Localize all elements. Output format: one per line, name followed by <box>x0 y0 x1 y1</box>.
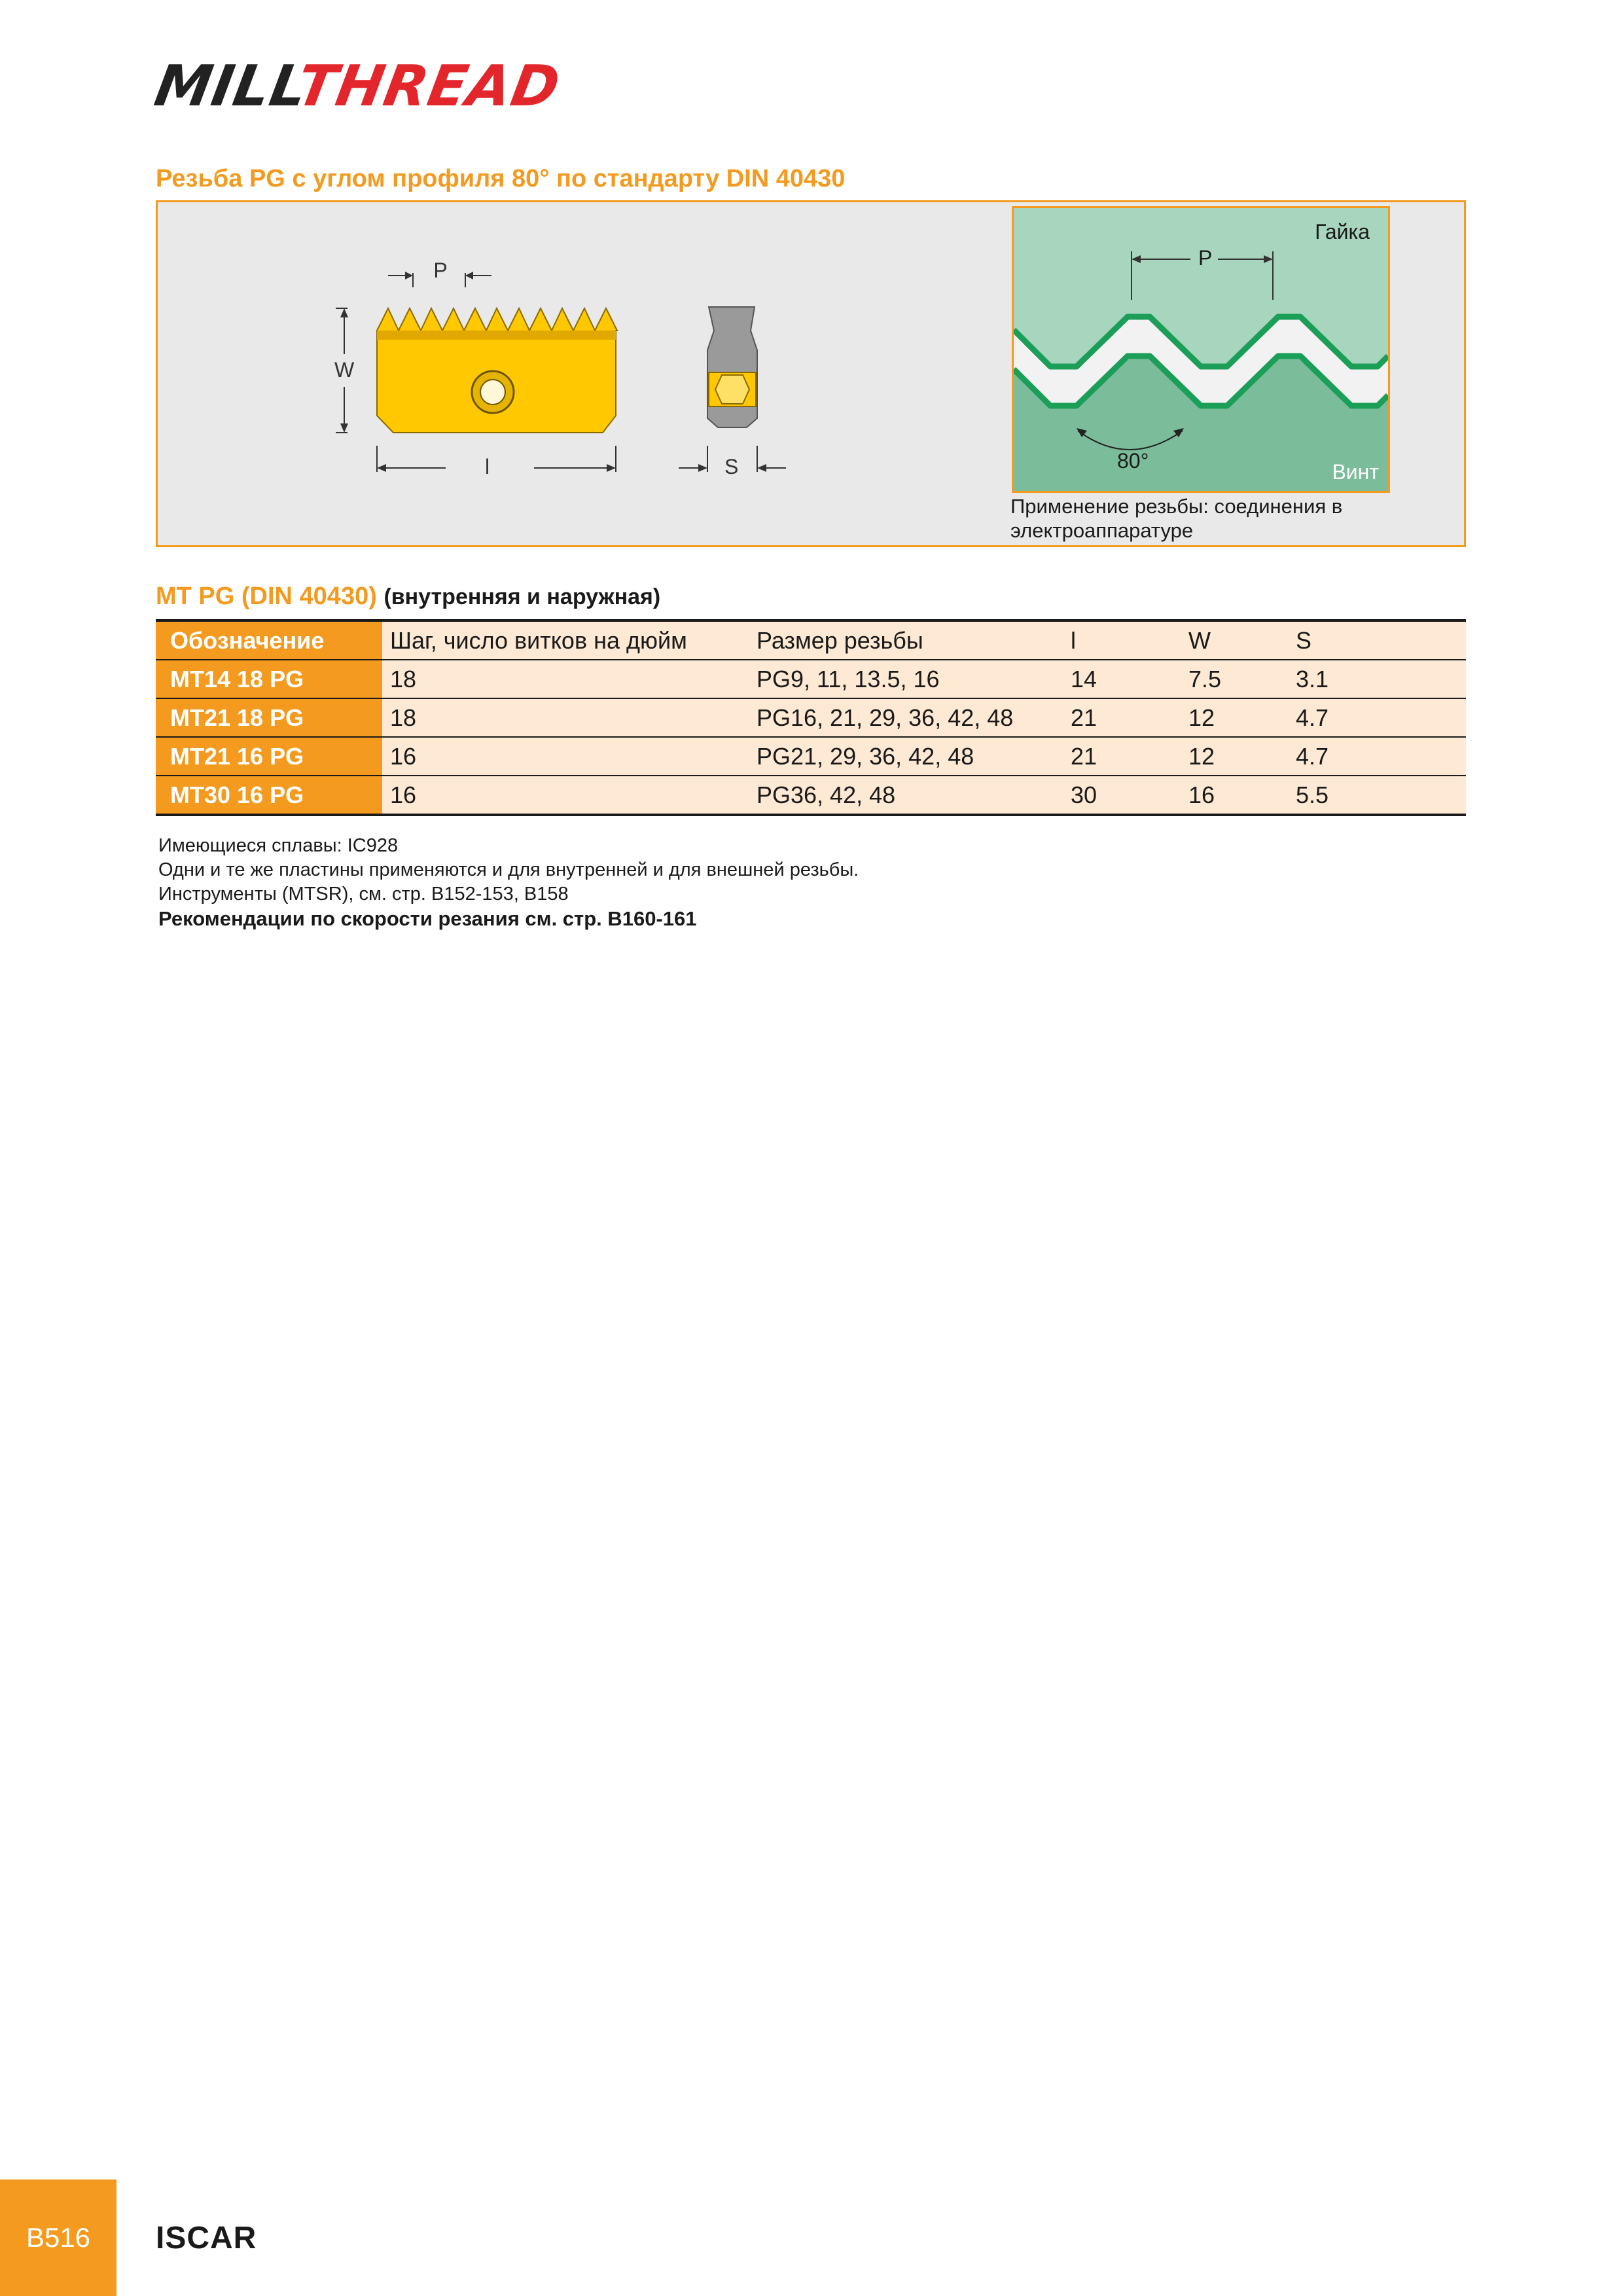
cell-thread-size: PG16, 21, 29, 36, 42, 48 <box>757 698 1071 737</box>
cell-l: 14 <box>1071 660 1188 698</box>
thread-application-text: Применение резьбы: соединения в электроаппаратуре <box>1010 495 1343 542</box>
cell-w: 12 <box>1188 698 1296 737</box>
screw-label: Винт <box>1332 460 1379 484</box>
cell-designation: MT21 18 PG <box>156 698 382 737</box>
header-l: l <box>1071 620 1188 660</box>
logo-part-mill: MILL <box>150 54 304 119</box>
cell-s: 5.5 <box>1296 776 1466 815</box>
footer-brand: ISCAR <box>156 2221 257 2255</box>
thread-profile-panel <box>1012 206 1390 493</box>
thread-angle-label: 80° <box>1117 449 1149 473</box>
page-number: B516 <box>26 2222 91 2253</box>
cell-w: 12 <box>1188 737 1296 776</box>
cell-pitch: 16 <box>382 776 757 815</box>
table-row <box>156 698 1466 737</box>
table-row <box>156 660 1466 698</box>
header-thread-size: Размер резьбы <box>757 620 1071 660</box>
cell-designation: MT21 16 PG <box>156 737 382 776</box>
logo-part-thread: THREAD <box>292 54 565 119</box>
cell-l: 30 <box>1071 776 1188 815</box>
section-title: Резьба PG с углом профиля 80° по стандарту DIN 40430 <box>156 165 846 192</box>
cell-pitch: 16 <box>382 737 757 776</box>
header-pitch: Шаг, число витков на дюйм <box>382 620 757 660</box>
cell-thread-size: PG21, 29, 36, 42, 48 <box>757 737 1071 776</box>
cell-l: 21 <box>1071 737 1188 776</box>
table-title-code: MT PG (DIN 40430) <box>156 583 377 610</box>
insert-spec-table <box>156 619 1466 816</box>
thread-pitch-label: P <box>1198 246 1213 270</box>
cell-s: 3.1 <box>1296 660 1466 698</box>
table-row <box>156 776 1466 815</box>
dim-label-p: P <box>433 259 448 282</box>
note-cutting-speed: Рекомендации по скорости резания см. стр. B160-161 <box>158 907 697 930</box>
header-designation: Обозначение <box>156 620 382 660</box>
note-usage: Одни и те же пластины применяются и для внутренней и для внешней резьбы. <box>158 859 859 880</box>
notes <box>158 834 859 931</box>
header-w: W <box>1188 620 1296 660</box>
cell-s: 4.7 <box>1296 737 1466 776</box>
page-number-tab <box>0 2179 116 2296</box>
cell-pitch: 18 <box>382 660 757 698</box>
dim-label-l: l <box>485 455 490 478</box>
cell-pitch: 18 <box>382 698 757 737</box>
cell-designation: MT30 16 PG <box>156 776 382 815</box>
dim-label-s: S <box>724 455 739 478</box>
cell-thread-size: PG9, 11, 13.5, 16 <box>757 660 1071 698</box>
table-row <box>156 737 1466 776</box>
cell-thread-size: PG36, 42, 48 <box>757 776 1071 815</box>
header-s: S <box>1296 620 1466 660</box>
cell-s: 4.7 <box>1296 698 1466 737</box>
insert-diagram-box <box>156 200 1466 547</box>
note-tools: Инструменты (MTSR), см. стр. B152-153, B158 <box>158 884 569 905</box>
millthread-logo <box>150 54 565 119</box>
table-header-row <box>156 620 1466 660</box>
note-alloys: Имеющиеся сплавы: IC928 <box>158 835 399 856</box>
dim-label-w: W <box>334 358 355 382</box>
cell-w: 7.5 <box>1188 660 1296 698</box>
table-title-type: (внутренняя и наружная) <box>383 584 661 609</box>
table-title <box>156 583 660 611</box>
cell-l: 21 <box>1071 698 1188 737</box>
nut-label: Гайка <box>1315 220 1370 243</box>
cell-w: 16 <box>1188 776 1296 815</box>
cell-designation: MT14 18 PG <box>156 660 382 698</box>
